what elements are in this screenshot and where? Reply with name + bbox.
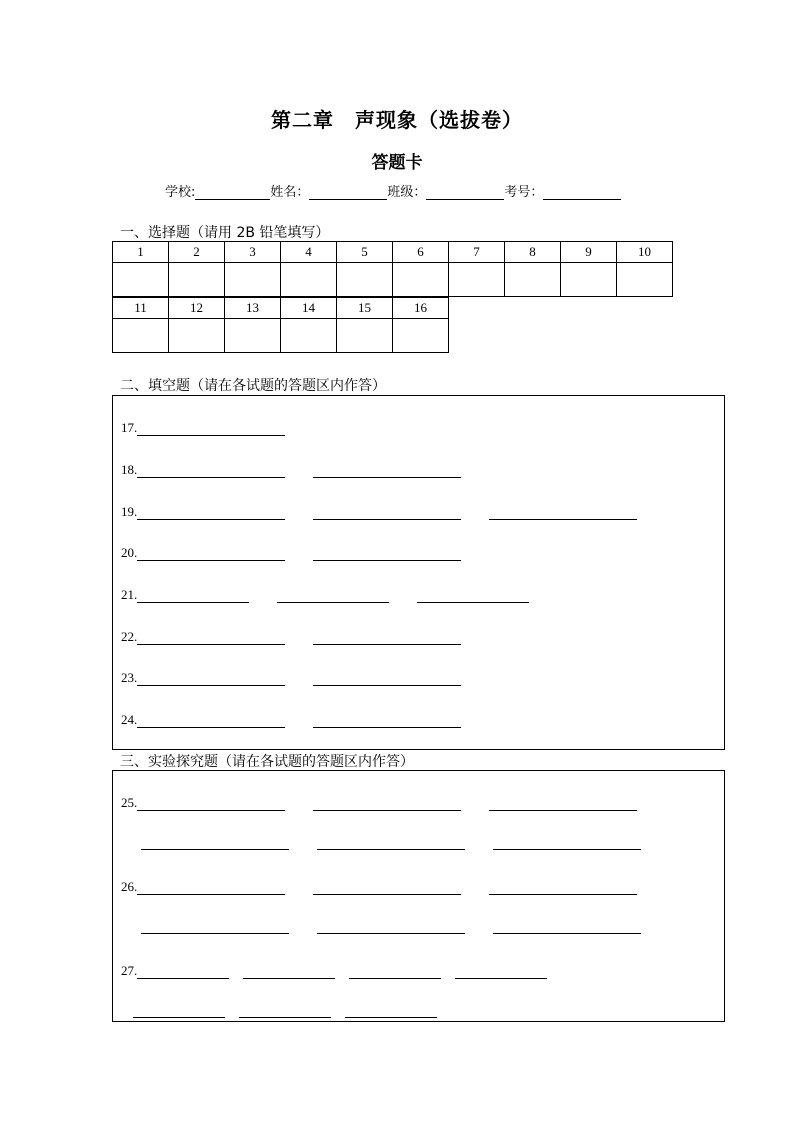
answer-blank[interactable] (137, 423, 285, 436)
question-number: 15 (337, 298, 393, 319)
mc-grid-row1 (112, 241, 673, 297)
answer-cell[interactable] (561, 263, 617, 297)
fill-in-answer-box (112, 395, 725, 750)
answer-blank[interactable] (313, 673, 461, 686)
answer-blank[interactable] (137, 715, 285, 728)
answer-blank[interactable] (489, 798, 637, 811)
answer-blank[interactable] (455, 966, 547, 979)
mc-grid-row2 (112, 297, 449, 353)
answer-row-22 (121, 629, 461, 645)
question-number: 2 (169, 242, 225, 263)
answer-blank[interactable] (243, 966, 335, 979)
answer-blank[interactable] (313, 882, 461, 895)
question-number: 8 (505, 242, 561, 263)
exam-number-field[interactable] (543, 185, 621, 200)
question-number: 19. (121, 504, 138, 519)
answer-blank[interactable] (313, 465, 461, 478)
answer-row-27 (121, 963, 547, 979)
answer-blank[interactable] (133, 1005, 225, 1018)
answer-blank[interactable] (313, 715, 461, 728)
question-number: 17. (121, 420, 138, 435)
answer-row-25 (121, 795, 637, 811)
question-number: 11 (113, 298, 169, 319)
answer-cell[interactable] (113, 263, 169, 297)
answer-row-18 (121, 462, 461, 478)
answer-blank[interactable] (317, 837, 465, 850)
question-number: 16 (393, 298, 449, 319)
answer-cell[interactable] (337, 319, 393, 353)
answer-blank[interactable] (137, 798, 285, 811)
question-number: 1 (113, 242, 169, 263)
question-number: 6 (393, 242, 449, 263)
answer-cell[interactable] (225, 263, 281, 297)
experiment-answer-box (112, 770, 725, 1022)
answer-blank[interactable] (313, 798, 461, 811)
answer-card-subtitle: 答题卡 (371, 153, 423, 173)
answer-cell[interactable] (393, 319, 449, 353)
answer-cell[interactable] (225, 319, 281, 353)
answer-blank[interactable] (137, 966, 229, 979)
name-label: 姓名： (270, 185, 310, 200)
answer-blank[interactable] (493, 921, 641, 934)
question-number: 14 (281, 298, 337, 319)
answer-blank[interactable] (493, 837, 641, 850)
answer-blank[interactable] (239, 1005, 331, 1018)
answer-row-21 (121, 587, 529, 603)
answer-cell[interactable] (449, 263, 505, 297)
answer-cell[interactable] (617, 263, 673, 297)
answer-blank[interactable] (137, 882, 285, 895)
exam-number-label: 考号： (504, 185, 544, 200)
answer-blank[interactable] (313, 507, 461, 520)
question-number: 26. (121, 879, 138, 894)
answer-cell[interactable] (505, 263, 561, 297)
answer-cell[interactable] (281, 263, 337, 297)
question-number: 12 (169, 298, 225, 319)
answer-blank[interactable] (345, 1005, 437, 1018)
answer-blank[interactable] (313, 548, 461, 561)
question-number: 24. (121, 712, 138, 727)
answer-row-25-continued (141, 837, 641, 850)
answer-cell[interactable] (169, 263, 225, 297)
class-field[interactable] (426, 185, 504, 200)
answer-blank[interactable] (137, 507, 285, 520)
question-number: 27. (121, 963, 138, 978)
answer-blank[interactable] (417, 590, 529, 603)
question-number: 22. (121, 629, 138, 644)
answer-blank[interactable] (277, 590, 389, 603)
question-number: 21. (121, 587, 138, 602)
answer-cell[interactable] (337, 263, 393, 297)
answer-cell[interactable] (169, 319, 225, 353)
section2-heading: 二、填空题（请在各试题的答题区内作答） (120, 378, 386, 394)
answer-blank[interactable] (141, 837, 289, 850)
answer-cell[interactable] (281, 319, 337, 353)
question-number: 10 (617, 242, 673, 263)
answer-row-17 (121, 420, 285, 436)
section1-heading: 一、选择题（请用 2B 铅笔填写） (120, 225, 330, 241)
question-number: 9 (561, 242, 617, 263)
question-number: 23. (121, 670, 138, 685)
answer-cell[interactable] (113, 319, 169, 353)
school-field[interactable] (195, 185, 270, 200)
answer-row-26-continued (141, 921, 641, 934)
question-number: 7 (449, 242, 505, 263)
page-title: 第二章 声现象（选拔卷） (271, 108, 523, 132)
answer-row-26 (121, 879, 637, 895)
answer-row-20 (121, 545, 461, 561)
class-label: 班级： (387, 185, 427, 200)
answer-row-27-continued (133, 1005, 437, 1018)
answer-cell[interactable] (393, 263, 449, 297)
answer-blank[interactable] (317, 921, 465, 934)
student-info-row (165, 181, 621, 200)
question-number: 18. (121, 462, 138, 477)
answer-row-23 (121, 670, 461, 686)
answer-blank[interactable] (137, 632, 285, 645)
answer-row-19 (121, 504, 637, 520)
question-number: 20. (121, 545, 138, 560)
name-field[interactable] (309, 185, 387, 200)
question-number: 3 (225, 242, 281, 263)
answer-blank[interactable] (489, 882, 637, 895)
answer-blank[interactable] (137, 673, 285, 686)
question-number: 4 (281, 242, 337, 263)
question-number: 5 (337, 242, 393, 263)
answer-blank[interactable] (489, 507, 637, 520)
school-label: 学校: (165, 185, 196, 200)
question-number: 25. (121, 795, 138, 810)
answer-row-24 (121, 712, 461, 728)
answer-blank[interactable] (137, 465, 285, 478)
section3-heading: 三、实验探究题（请在各试题的答题区内作答） (120, 754, 414, 770)
answer-blank[interactable] (313, 632, 461, 645)
answer-blank[interactable] (141, 921, 289, 934)
answer-blank[interactable] (137, 590, 249, 603)
answer-blank[interactable] (349, 966, 441, 979)
answer-blank[interactable] (137, 548, 285, 561)
question-number: 13 (225, 298, 281, 319)
